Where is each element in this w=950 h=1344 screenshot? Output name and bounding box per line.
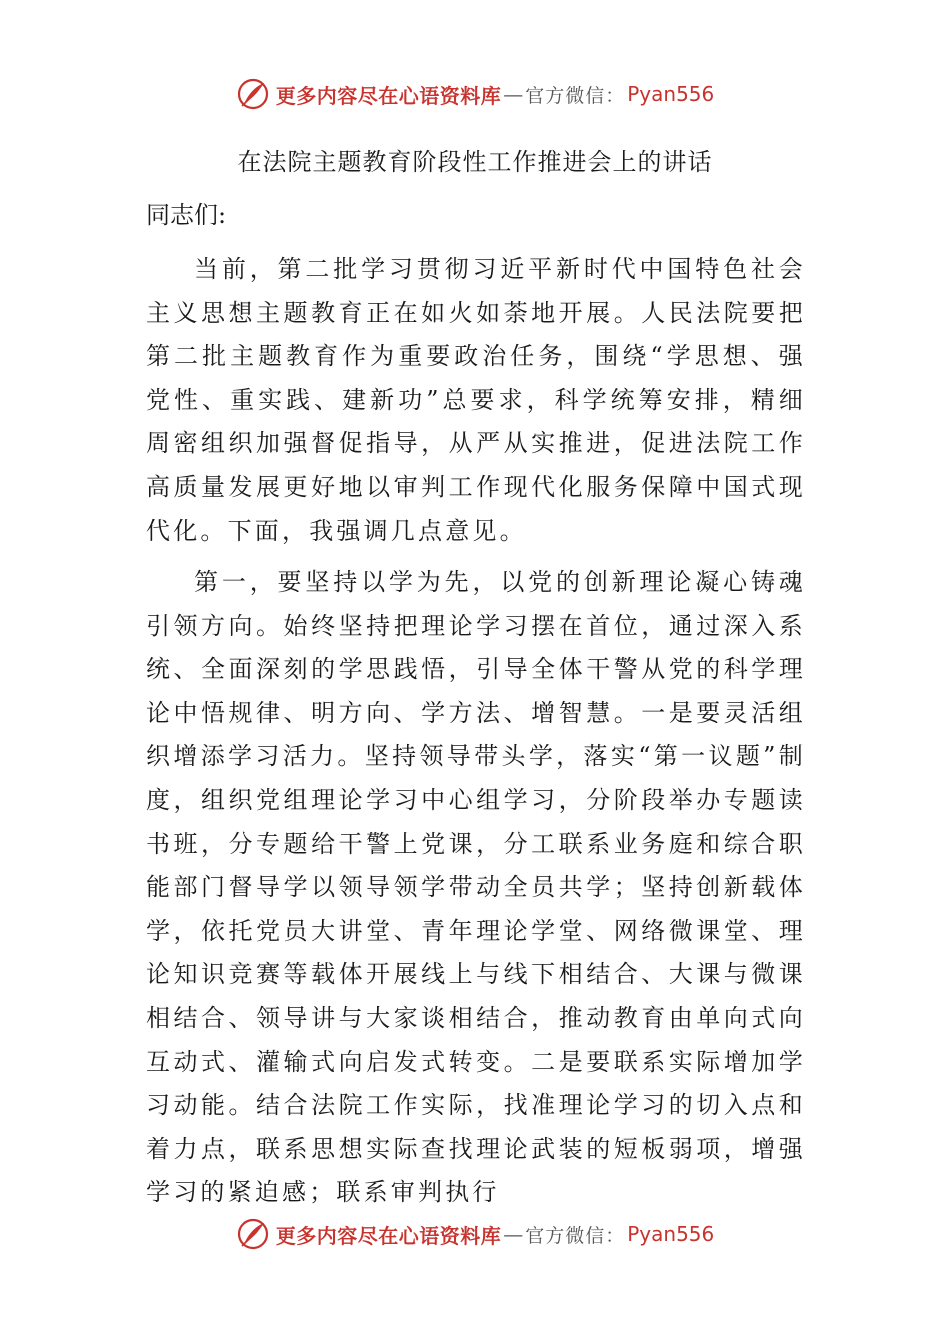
watermark-separator: — [503,82,524,106]
paragraph-block-2 [146,561,806,1215]
paragraph: 第一，要坚持以学为先，以党的创新理论凝心铸魂引领方向。始终坚持把理论学习摆在首位，通过深入系统、全面深刻的学思践悟，引导全体干警从党的科学理论中悟规律、明方向、学方法、增智慧。一是要灵活组织增添学习活力。坚持领导带头学，落实“第一议题”制度，组织党组理论学习中心组学习，分阶段举办专题读书班，分专题给干警上党课，分工联系业务庭和综合职能部门督导学以领导领学带动全员共学；坚持创新载体学，依托党员大讲堂、青年理论学堂、网络微课堂、理论知识竞赛等载体开展线上与线下相结合、大课与微课相结合、领导讲与大家谈相结合，推动教育由单向式向互动式、灌输式向启发式转变。二是要联系实际增加学习动能。结合法院工作实际，找准理论学习的切入点和着力点，联系思想实际查找理论武装的短板弱项，增强学习的紧迫感；联系审判执行 [146,568,806,1207]
quill-logo-icon [236,1217,270,1251]
watermark-label: 官方微信： [525,84,626,107]
paragraph: 当前，第二批学习贯彻习近平新时代中国特色社会主义思想主题教育正在如火如荼地开展。人民法院要把第二批主题教育作为重要政治任务，围绕“学思想、强党性、重实践、建新功”总要求，科学统筹安排，精细周密组织加强督促指导，从严从实推进，促进法院工作高质量发展更好地以审判工作现代化服务保障中国式现代化。下面，我强调几点意见。 [146,255,806,545]
watermark-wechat-id: Pyan556 [627,82,715,106]
quill-logo-icon [236,77,270,111]
watermark-wechat-id: Pyan556 [627,1222,715,1246]
salutation: 同志们: [146,201,227,229]
watermark-banner-bottom [0,1214,950,1254]
watermark-banner-top [0,74,950,114]
watermark-separator: — [503,1222,524,1246]
watermark-label: 官方微信： [525,1224,626,1247]
document-title: 在法院主题教育阶段性工作推进会上的讲话 [237,148,713,176]
watermark-main-text: 更多内容尽在心语资料库 [275,1223,502,1248]
watermark-main-text: 更多内容尽在心语资料库 [275,83,502,108]
paragraph-block-1 [146,248,806,553]
